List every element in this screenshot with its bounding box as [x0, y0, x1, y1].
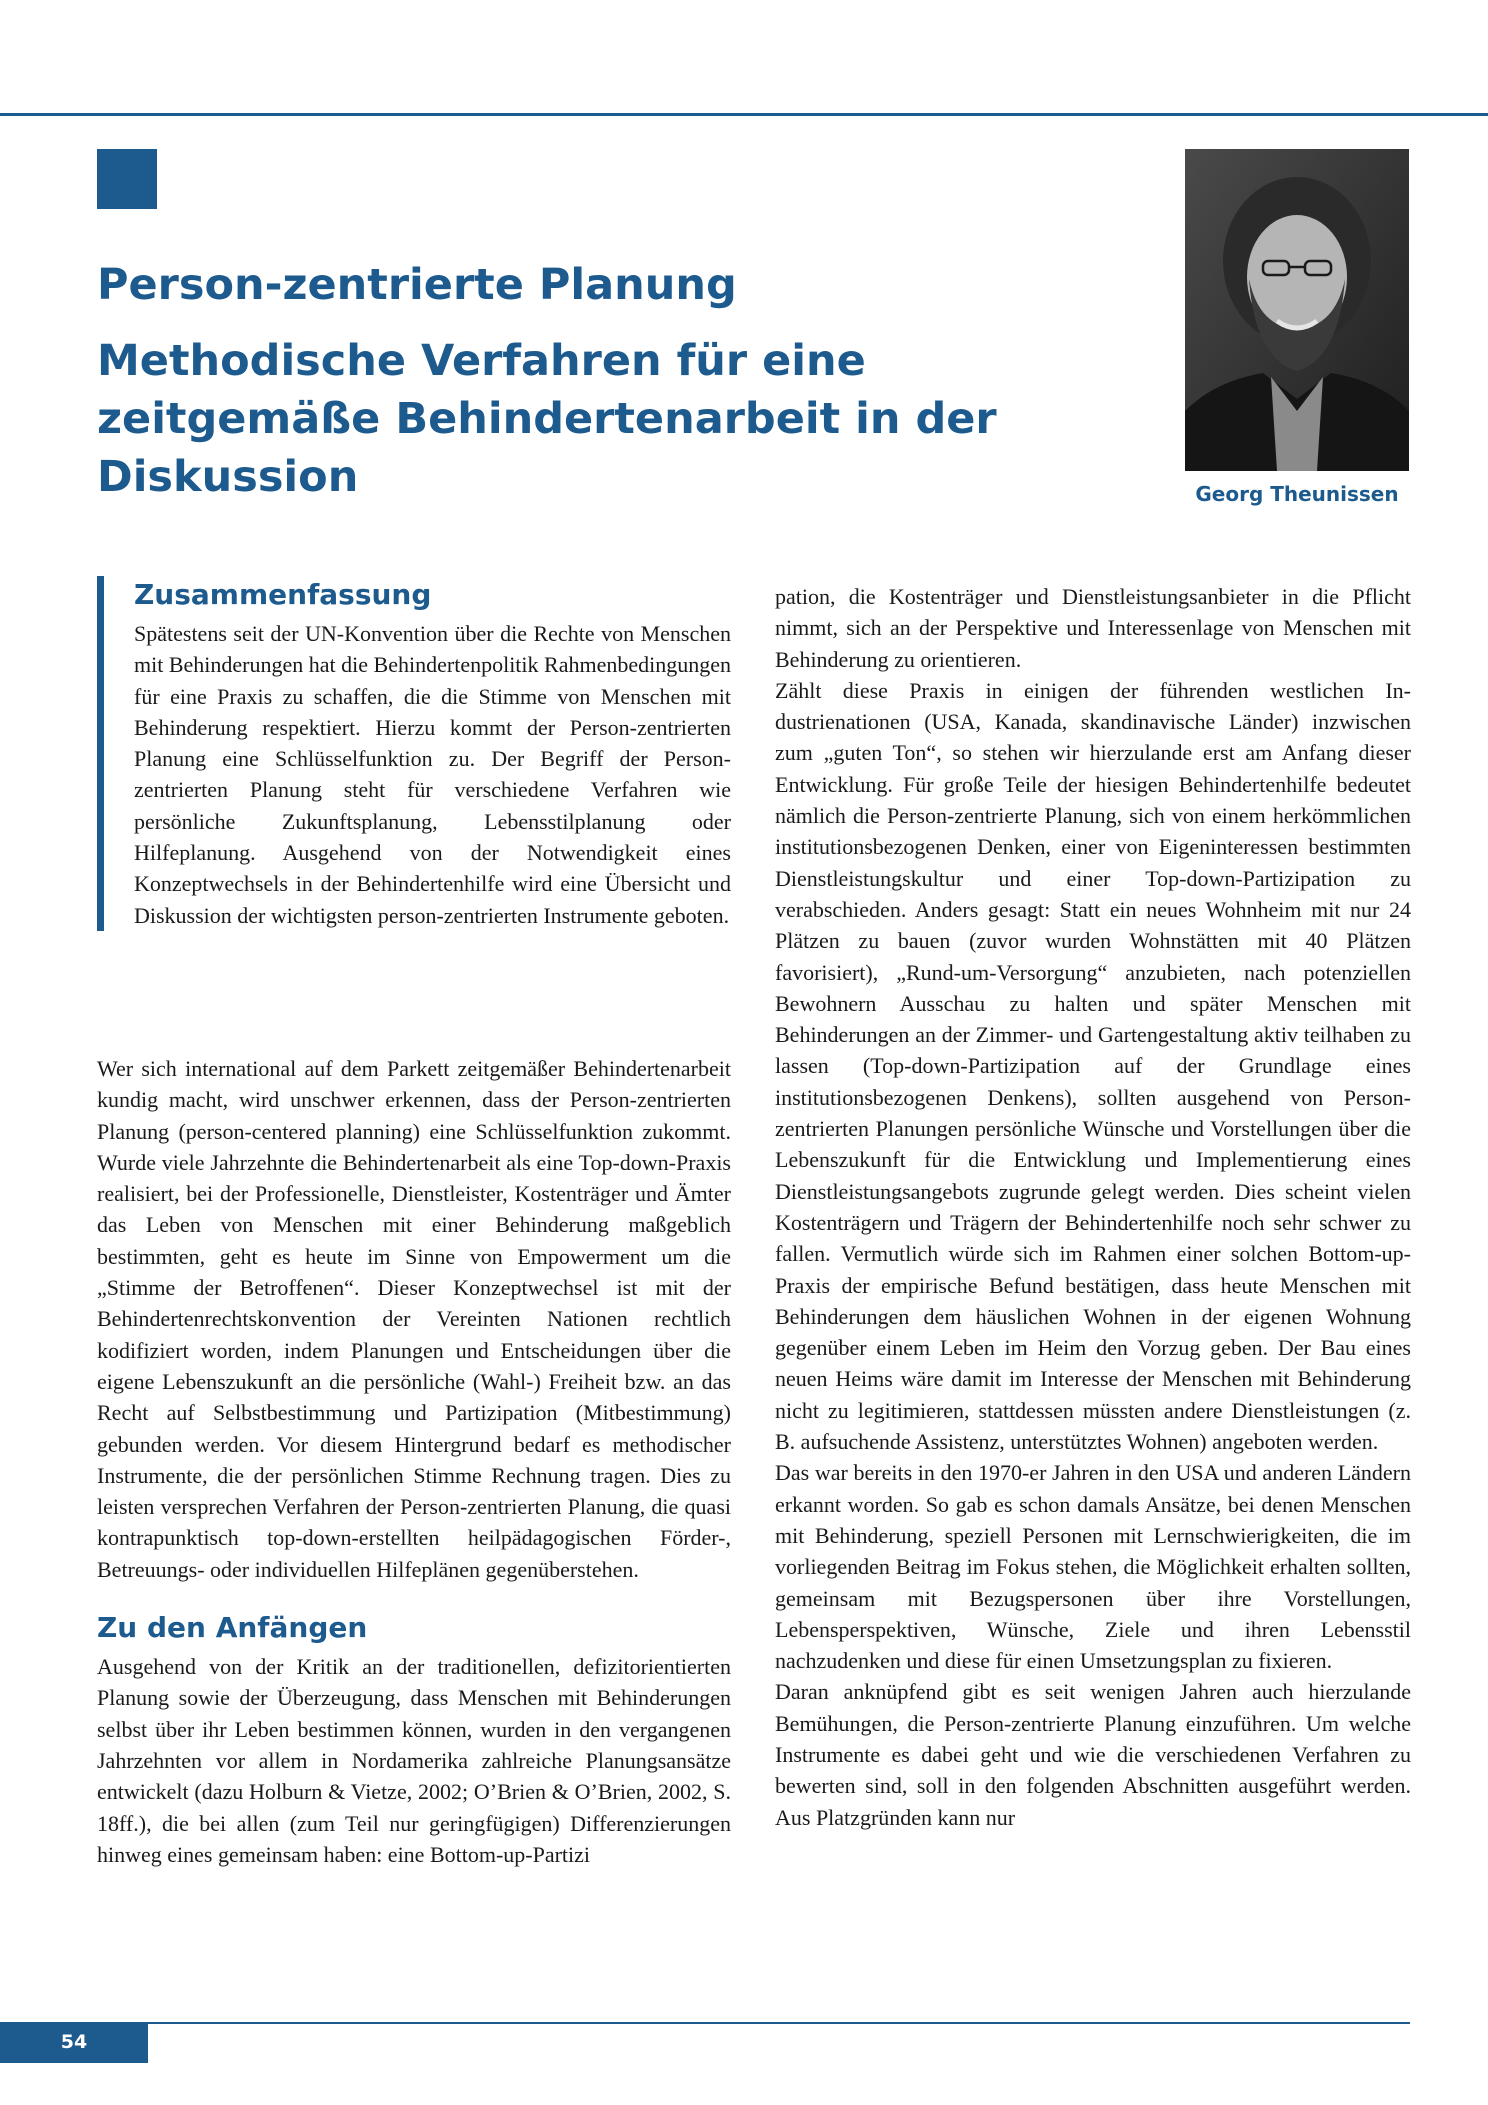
author-name: Georg Theunissen [1195, 482, 1399, 506]
right-paragraph-4: Daran anknüpfend gibt es seit wenigen Jahren auch hierzulande Bemühungen, die Person-zentrierte Planung einzuführen. Um welche Instrumente es dabei geht und wie die verschiedenen Verfahren zu bewerten sind, soll in den folgenden Abschnitten ausgeführt werden. Aus Platzgründen kann nur [775, 1679, 1411, 1830]
section-paragraph: Ausgehend von der Kritik an der traditionellen, defizitorientierten Planung sowie der Überzeugung, dass Menschen mit Behinderungen selbst über ihr Leben bestimmen können, wurden in den vergangenen Jahrzehnten vor allem in Nordamerika zahlreiche Planungsansätze entwickelt (dazu Holburn & Vietze, 2002; O’Brien & O’Brien, 2002, S. 18ff.), die bei allen (zum Teil nur geringfügigen) Differenzierungen hinweg eines gemeinsam haben: eine Bottom-up-Partizi [97, 1654, 731, 1867]
abstract-box [97, 576, 731, 931]
page-title: Person-zentrierte Planung [97, 260, 737, 310]
page-subtitle: Methodische Verfahren für eine zeitgemäße Behindertenarbeit in der Diskussion [97, 336, 997, 502]
accent-square [97, 149, 157, 209]
page-number: 54 [0, 2022, 148, 2063]
abstract-heading: Zusammenfassung [134, 578, 432, 611]
bottom-rule [0, 2022, 1410, 2024]
right-paragraph-1: pation, die Kostenträger und Dienstleistungsanbieter in die Pflicht nimmt, sich an der Perspektive und Interessenlage von Menschen mit Behinderung zu orientieren. [775, 584, 1411, 672]
right-column [775, 581, 1411, 1833]
author-photo [1185, 149, 1409, 471]
section-heading: Zu den Anfängen [97, 1611, 368, 1645]
right-paragraph-3: Das war bereits in den 1970-er Jahren in den USA und anderen Ländern erkannt worden. So gab es schon damals Ansätze, bei denen Menschen mit Behinderung, speziell Personen mit Lernschwierigkeiten, die im vorliegenden Beitrag im Fokus stehen, die Möglichkeit erhalten sollten, gemeinsam mit Bezugspersonen über ihre Vorstellungen, Lebensperspektiven, Wünsche, Ziele und ihren Lebensstil nachzudenken und diese für einen Umsetzungsplan zu fixieren. [775, 1460, 1411, 1674]
abstract-text: Spätestens seit der UN-Konvention über die Rechte von Menschen mit Behinderungen hat die Behindertenpolitik Rahmenbedingungen für eine Praxis zu schaffen, die die Stimme von Menschen mit Behinderung respektiert. Hierzu kommt der Person-zentrierten Planung eine Schlüsselfunktion zu. Der Begriff der Person-zentrierten Planung steht für verschiedene Verfahren wie persönliche Zukunftsplanung, Lebensstilplanung oder Hilfeplanung. Ausgehend von der Notwendigkeit eines Konzeptwechsels in der Behindertenhilfe wird eine Übersicht und Diskussion der wichtigsten person-zentrierten Instrumente geboten. [134, 621, 731, 928]
intro-paragraph: Wer sich international auf dem Parkett zeitgemäßer Behindertenarbeit kundig macht, wird unschwer erkennen, dass der Person-zentrierten Planung (person-centered planning) eine Schlüsselfunktion zukommt. Wurde viele Jahrzehnte die Behindertenarbeit als eine Top-down-Praxis realisiert, bei der Professionelle, Dienstleister, Kostenträger und Ämter das Leben von Menschen mit einer Behinderung maßgeblich bestimmten, geht es heute im Sinne von Empowerment um die „Stimme der Betroffenen“. Dieser Konzeptwechsel ist mit der Behindertenrechtskonvention der Vereinten Nationen rechtlich kodifiziert worden, indem Planungen und Entscheidungen über die eigene Lebenszukunft an die persönliche (Wahl-) Freiheit bzw. an das Recht auf Selbstbestimmung und Partizipation (Mitbestimmung) gebunden werden. Vor diesem Hintergrund bedarf es methodischer Instrumente, die der persönlichen Stimme Rechnung tragen. Dies zu leisten versprechen Verfahren der Person-zentrierten Planung, die quasi kontrapunktisch top-down-erstellten heilpädagogischen Förder-, Betreuungs- oder individuellen Hilfeplänen gegenüberstehen. [97, 1056, 731, 1582]
top-rule [0, 113, 1488, 116]
portrait-image [1185, 149, 1409, 471]
right-paragraph-2: Zählt diese Praxis in einigen der führenden westlichen Industrienationen (USA, Kanada, skandinavische Länder) inzwischen zum „guten Ton“, so stehen wir hierzulande erst am Anfang dieser Entwicklung. Für große Teile der hiesigen Behindertenhilfe bedeutet nämlich die Person-zentrierte Planung, sich von einem herkömmlichen institutionsbezogenen Denken, einer von Eigeninteressen bestimmten Dienstleistungskultur und einer Top-down-Partizipation zu verabschieden. Anders gesagt: Statt ein neues Wohnheim mit nur 24 Plätzen zu bauen (zuvor wurden Wohnstätten mit 40 Plätzen favorisiert), „Rund-um-Versorgung“ anzubieten, nach potenziellen Bewohnern Ausschau zu halten und später Menschen mit Behinderungen an der Zimmer- und Gartengestaltung aktiv teilhaben zu lassen (Top-down-Partizipation auf der Grundlage eines institutionsbezogenen Denkens), sollten ausgehend von Person-zentrierten Planungen persönliche Wünsche und Vorstellungen über die Lebenszukunft für die Entwicklung und Implementierung eines Dienstleistungsangebots zugrunde gelegt werden. Dies scheint vielen Kostenträgern und Trägern der Behindertenhilfe noch sehr schwer zu fallen. Vermutlich würde sich im Rahmen einer solchen Bottom-up-Praxis der empirische Befund bestätigen, dass heute Menschen mit Behinderungen dem häuslichen Wohnen in der eigenen Wohnung gegenüber einem Leben im Heim den Vorzug geben. Der Bau eines neuen Heims wäre damit im Interesse der Menschen mit Behinderung nicht zu legitimieren, stattdessen müssten andere Dienstleistungen (z. B. aufsuchende Assistenz, unterstütztes Wohnen) angeboten werden. [775, 677, 1411, 1455]
title-block [97, 256, 997, 506]
left-column [97, 1053, 731, 1870]
